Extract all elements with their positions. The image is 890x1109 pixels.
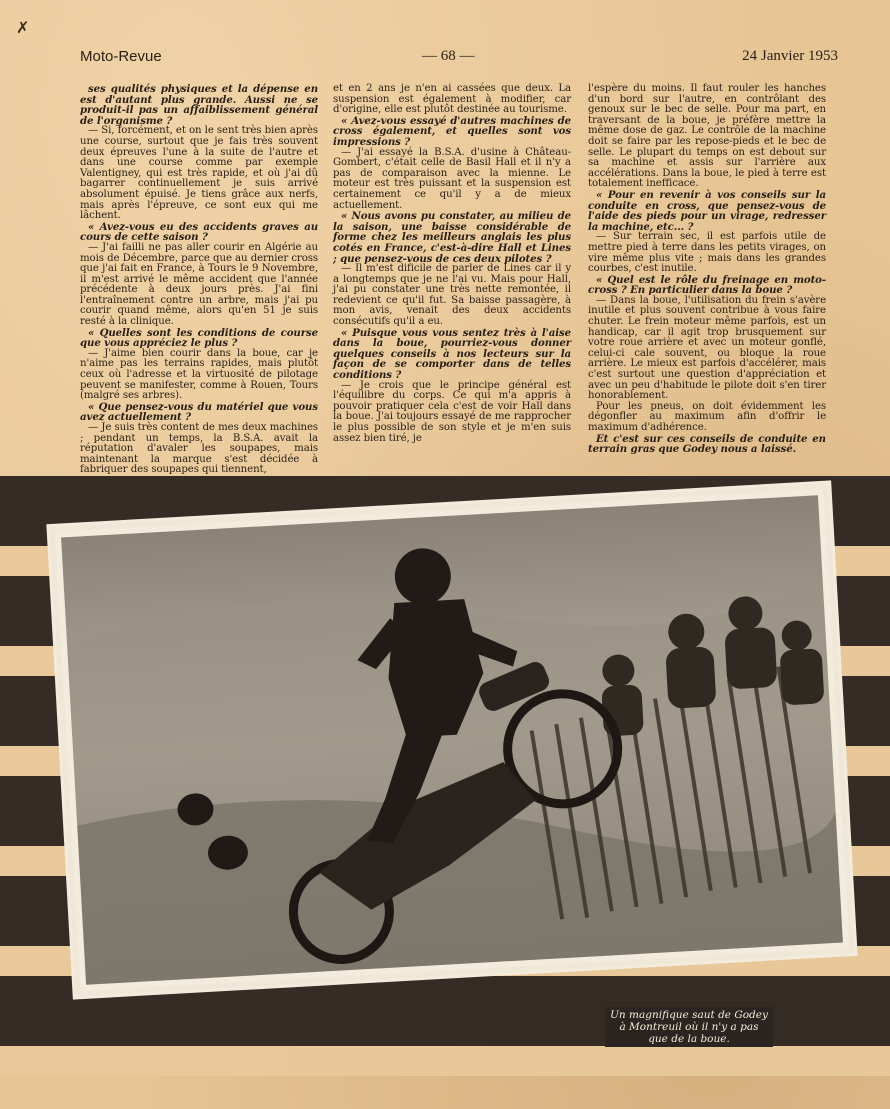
interview-paragraph: — Dans la boue, l'utilisation du frein s'avère inutile et plus souvent contribue à vous faire chuter. Le frein moteur même parfois, est un handicap, car il agit trop brusquement sur votre roue arrière et avec un moteur gonflé, celui-ci cale souvent, ou bloque la roue arrière. Le mieux est parfois d'accélérer, mais c'est surtout une question d'appréciation et avec un peu d'habitude le pilote doit s'en tirer honorablement. [588, 294, 826, 402]
interview-question: Et c'est sur ces conseils de conduite en terrain gras que Godey nous a laissé. [588, 432, 826, 456]
interview-question: « Quel est le rôle du freinage en moto-cross ? En particulier dans la boue ? [588, 273, 826, 297]
article-column-2 [333, 84, 571, 462]
interview-question: ses qualités physiques et la dépense en est d'autant plus grande. Aussi ne se produit-il pas un affaiblissement général de l'organisme ? [80, 83, 318, 127]
article-column-3 [588, 84, 826, 462]
corner-mark: ✗ [16, 18, 30, 37]
interview-paragraph: — J'aime bien courir dans la boue, car je n'aime pas les terrains rapides, mais plutôt ceux où l'adresse et la virtuosité de pilotage peuvent se manifester, comme à Rouen, Tours (malgré ses arbres). [80, 347, 318, 402]
interview-question: « Pour en revenir à vos conseils sur la conduite en cross, que pensez-vous de l'aide des pieds pour un virage, redresser la machine, etc... ? [588, 188, 826, 233]
interview-paragraph: l'espère du moins. Il faut rouler les hanches d'un bord sur l'autre, en contrôlant des genoux sur le bec de selle. Pour ma part, en traversant de la boue, je préfère mettre la même dose de gaz. Le contrôle de la machine doit se faire par les repose-pieds et le bec de selle. Le plupart du temps on est debout sur sa machine et assis sur l'arrière aux accélérations. Dans la boue, le pied à terre est totalement inefficace. [588, 83, 826, 190]
article-body [80, 83, 826, 476]
interview-paragraph: — Je crois que le principe général est l'équilibre du corps. Ce qui m'a appris à pouvoir pratiquer cela c'est de voir Hall dans la boue. J'ai toujours essayé de me rapprocher le plus possible de son style et je m'en suis assez bien tiré, je [333, 379, 571, 444]
article-column-1 [80, 83, 318, 476]
interview-question: « Nous avons pu constater, au milieu de la saison, une baisse considérable de forme chez les meilleurs anglais les plus cotés en France, c'est-à-dire Hall et Lines ; que pensez-vous de ces deux pilotes ? [333, 210, 571, 265]
interview-paragraph: — Si, forcément, et on le sent très bien après une course, surtout que je fais très souvent deux épreuves l'une à la suite de l'autre et dans une course comme par exemple Valentigney, qui est très rapide, et où j'ai dû bagarrer continuellement je suis arrivé absolument épuisé. Je tiens grâce aux nerfs, mais après l'épreuve, ce sont eux qui me lâchent. [80, 125, 318, 222]
interview-paragraph: — J'ai essayé la B.S.A. d'usine à Château-Gombert, c'était celle de Basil Hall et il n'y a pas de comparaison avec la mienne. Le moteur est très puissant et la suspension est certainement ce qu'il y a de mieux actuellement. [333, 146, 571, 211]
interview-question: « Avez-vous essayé d'autres machines de cross également, et quelles sont vos impressions ? [333, 114, 571, 148]
magazine-title: Moto-Revue [80, 48, 162, 65]
interview-question: « Puisque vous vous sentez très à l'aise dans la boue, pourriez-vous donner quelques conseils à nos lecteurs sur la façon de se comporter dans de telles conditions ? [333, 326, 571, 382]
interview-paragraph: — J'ai failli ne pas aller courir en Algérie au mois de Décembre, parce que au dernier cross que j'ai fait en France, à Tours le 9 Novembre, il m'est arrivé le même accident que l'année précédente à deux jours près. J'ai fini l'entraînement contre un arbre, mais j'ai pu courir quand même, alors qu'en 51 je suis resté à la clinique. [80, 241, 318, 328]
interview-paragraph: Pour les pneus, on doit évidemment les dégonfler au maximum afin d'offrir le maximum d'adhérence. [588, 400, 826, 433]
motocross-photo [49, 484, 854, 997]
interview-question: « Que pensez-vous du matériel que vous avez actuellement ? [80, 400, 318, 424]
interview-question: « Avez-vous eu des accidents graves au cours de cette saison ? [80, 220, 318, 244]
photo-illustration [49, 484, 854, 997]
page-header [80, 48, 838, 70]
interview-question: « Quelles sont les conditions de course que vous appréciez le plus ? [80, 326, 318, 350]
interview-paragraph: — Il m'est dificile de parler de Lines car il y a longtemps que je ne l'ai vu. Mais pour Hall, j'ai pu constater une très nette remontée, il redevient ce qu'il fut. Sa baisse passagère, à mon avis, venait des deux accidents consécutifs qu'il a eu. [333, 263, 571, 328]
interview-paragraph: — Je suis très content de mes deux machines ; pendant un temps, la B.S.A. avait la réputation d'avaler les soupapes, mais maintenant la marque s'est décidée à fabriquer des soupapes qui tiennent, [80, 422, 318, 476]
photo-caption: Un magnifique saut de Godey à Montreuil où il n'y a pas que de la boue. [605, 1007, 773, 1047]
interview-paragraph: — Sur terrain sec, il est parfois utile de mettre pied à terre dans les petits virages, on vire même plus vite ; mais dans les grandes courbes, c'est inutile. [588, 231, 826, 275]
page-number: — 68 — [422, 48, 475, 64]
interview-paragraph: et en 2 ans je n'en ai cassées que deux. La suspension est également à modifier, car d'origine, elle est plutôt destinée au tourisme. [333, 83, 571, 116]
issue-date: 24 Janvier 1953 [742, 48, 838, 64]
